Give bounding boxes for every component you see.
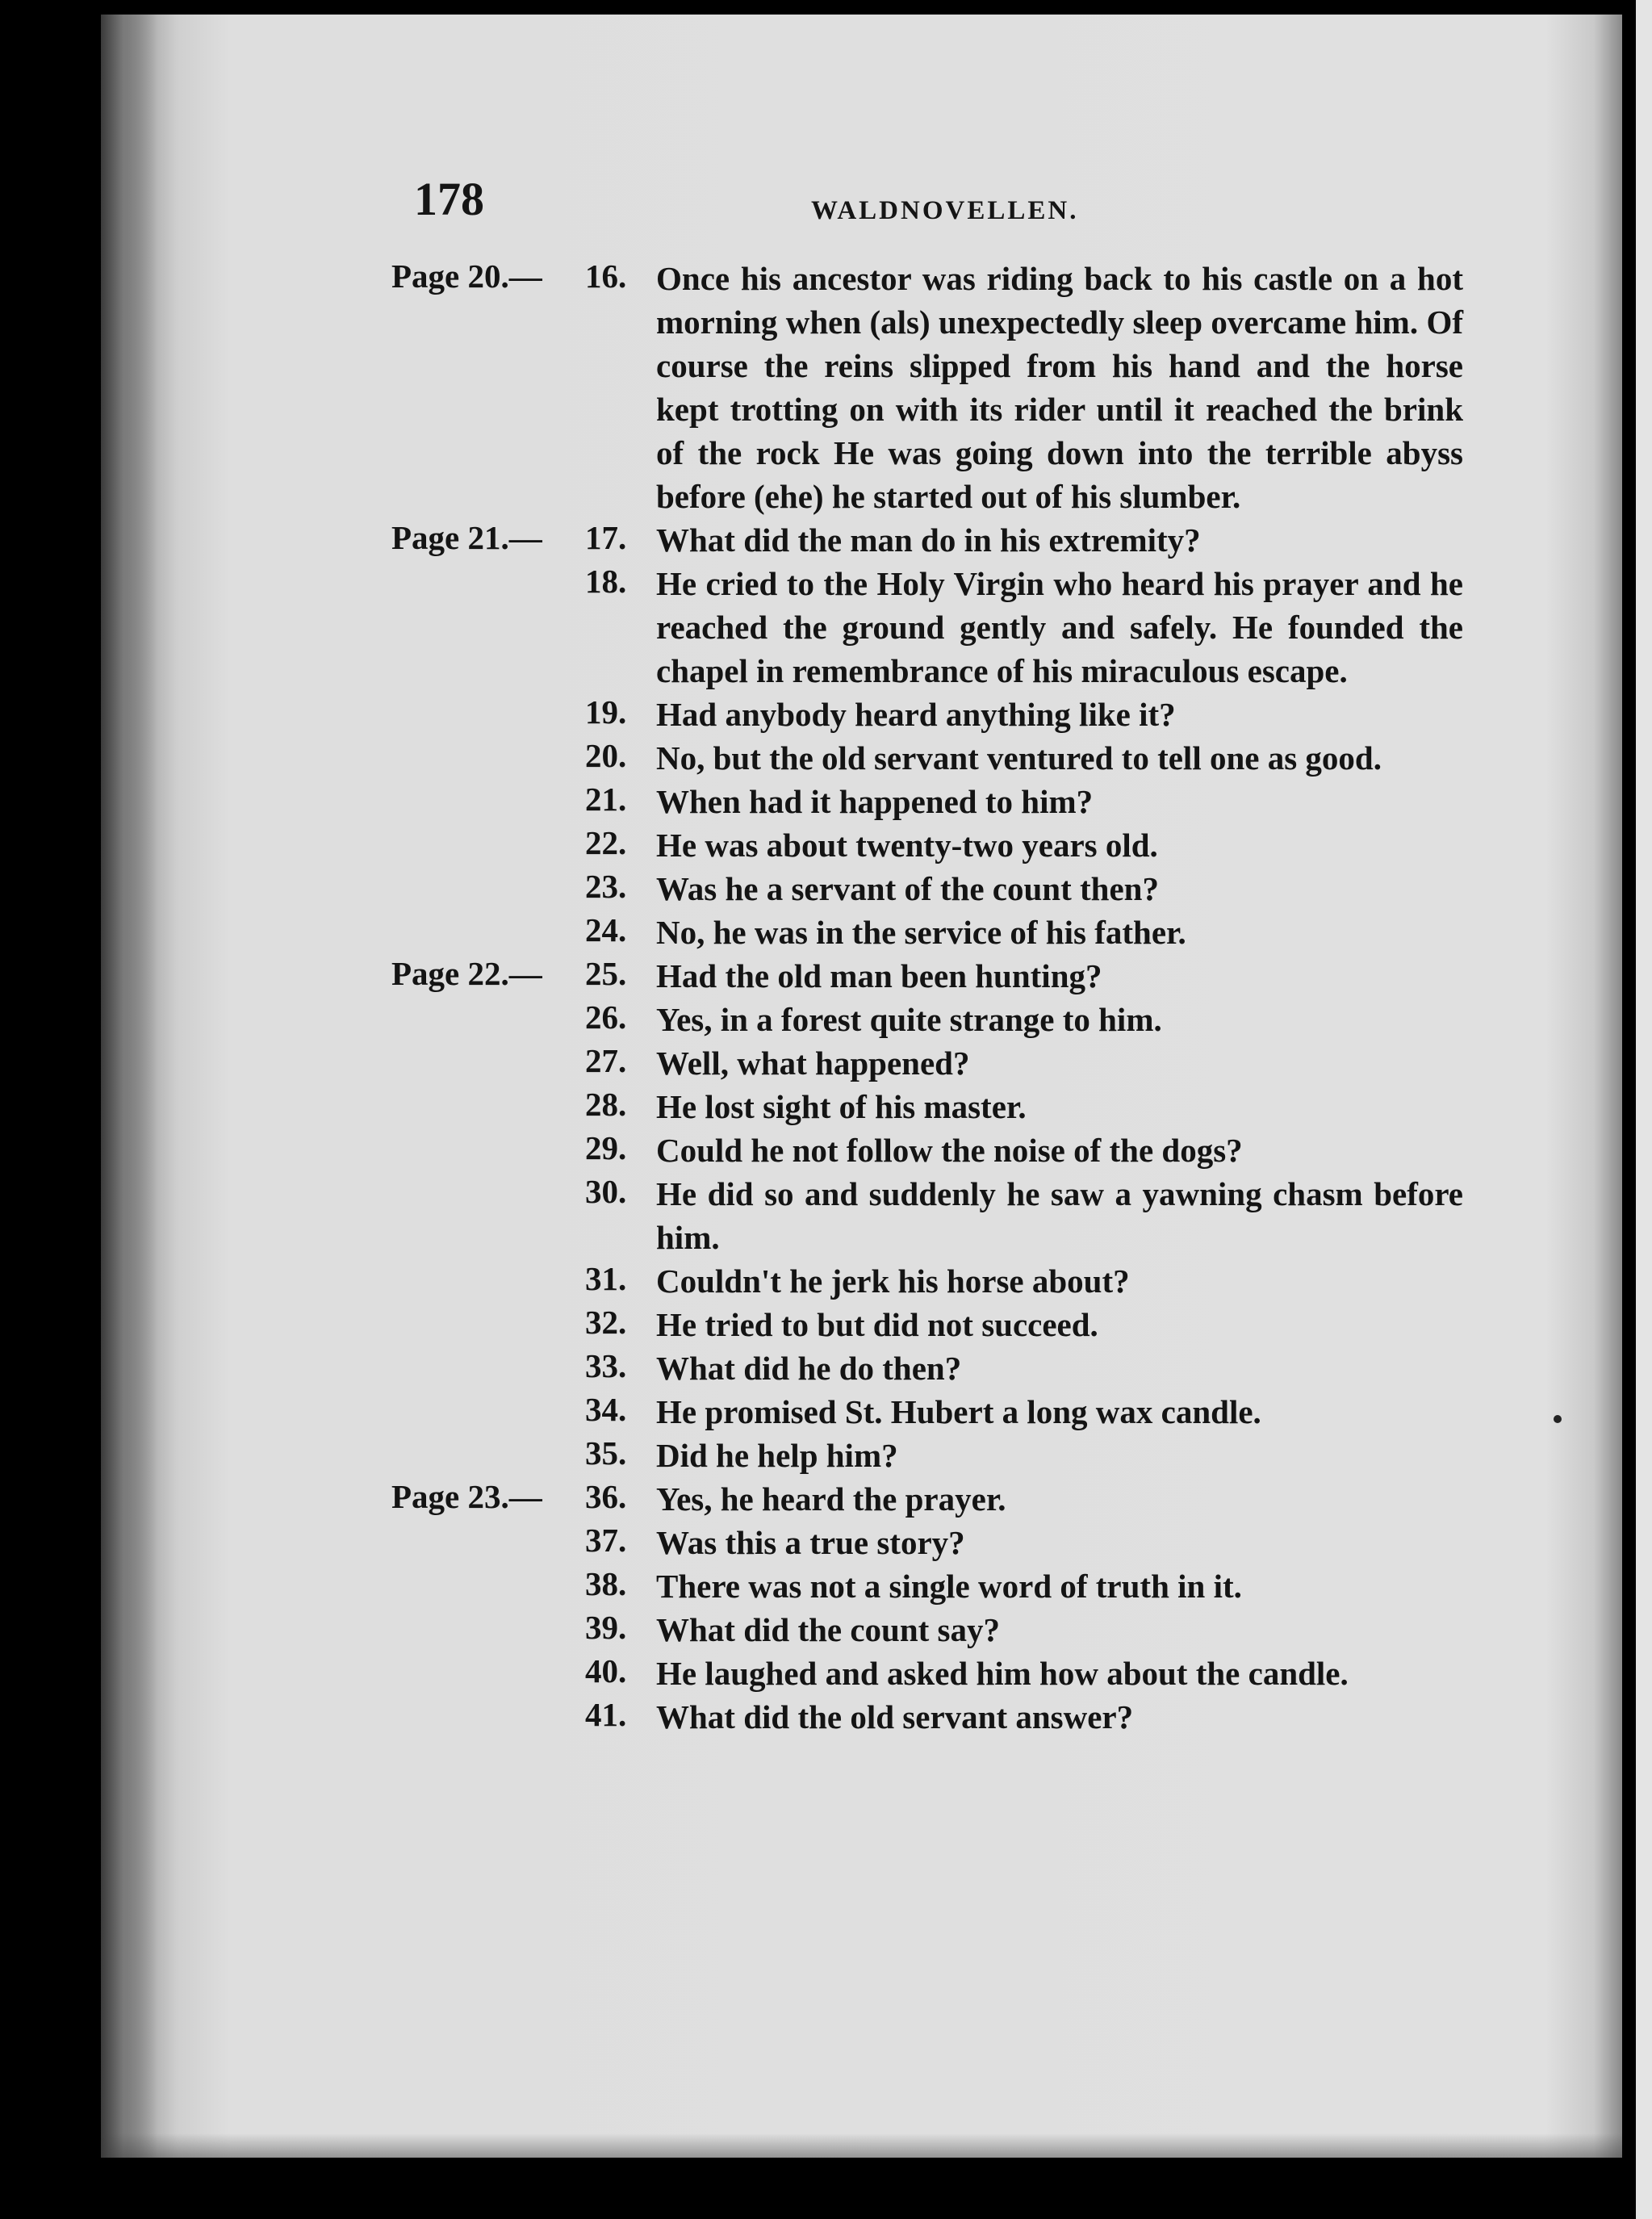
item-text: What did the old servant answer? — [656, 1698, 1134, 1735]
list-item — [101, 518, 1622, 562]
list-item — [101, 823, 1622, 867]
list-item — [101, 954, 1622, 998]
list-item — [101, 736, 1622, 780]
item-text: He was about twenty-two years old. — [656, 827, 1158, 864]
item-number: 38. — [585, 1565, 627, 1602]
item-text: Was this a true story? — [656, 1524, 965, 1561]
adjacent-page-edge — [1636, 0, 1652, 2219]
margin-page-reference: Page 22.— — [391, 955, 542, 992]
item-text: He tried to but did not succeed. — [656, 1306, 1098, 1343]
item-number: 34. — [585, 1391, 627, 1428]
item-text: Yes, he heard the prayer. — [656, 1480, 1006, 1518]
ink-speck — [1554, 1415, 1562, 1423]
item-number: 29. — [585, 1129, 627, 1166]
item-number: 32. — [585, 1304, 627, 1341]
item-number: 30. — [585, 1173, 627, 1210]
margin-page-reference: Page 21.— — [391, 519, 542, 556]
question-list — [101, 257, 1622, 1739]
item-text: He laughed and asked him how about the candle. — [656, 1655, 1349, 1692]
item-number: 33. — [585, 1347, 627, 1384]
item-number: 31. — [585, 1260, 627, 1297]
list-item — [101, 1564, 1622, 1608]
item-text: Had the old man been hunting? — [656, 957, 1102, 994]
list-item — [101, 911, 1622, 954]
list-item — [101, 1390, 1622, 1434]
item-text: Was he a servant of the count then? — [656, 870, 1159, 907]
list-item — [101, 1128, 1622, 1172]
item-text: He promised St. Hubert a long wax candle. — [656, 1393, 1261, 1430]
item-text: What did the count say? — [656, 1611, 1001, 1648]
item-text: No, he was in the service of his father. — [656, 914, 1186, 951]
list-item — [101, 1521, 1622, 1564]
item-text: When had it happened to him? — [656, 783, 1094, 820]
item-text: No, but the old servant ventured to tell one as good. — [656, 739, 1382, 777]
item-number: 26. — [585, 999, 627, 1036]
item-text: Could he not follow the noise of the dogs? — [656, 1132, 1243, 1169]
item-number: 28. — [585, 1086, 627, 1123]
list-item — [101, 780, 1622, 823]
list-item — [101, 1303, 1622, 1346]
margin-page-reference: Page 23.— — [391, 1478, 542, 1515]
item-text: What did the man do in his extremity? — [656, 521, 1201, 559]
item-text: He cried to the Holy Virgin who heard his prayer and he reached the ground gently and safely. He founded the chapel in remembrance of his miraculous escape. — [656, 565, 1463, 689]
list-item — [101, 1434, 1622, 1477]
item-number: 20. — [585, 737, 627, 774]
item-number: 25. — [585, 955, 627, 992]
item-number: 17. — [585, 519, 627, 556]
list-item — [101, 693, 1622, 736]
item-number: 39. — [585, 1609, 627, 1646]
list-item — [101, 1259, 1622, 1303]
list-item — [101, 562, 1622, 693]
book-page — [101, 15, 1622, 2158]
item-number: 18. — [585, 563, 627, 600]
item-text: He did so and suddenly he saw a yawning chasm before him. — [656, 1175, 1463, 1256]
item-text: Yes, in a forest quite strange to him. — [656, 1001, 1162, 1038]
item-number: 36. — [585, 1478, 627, 1515]
item-text: Well, what happened? — [656, 1045, 970, 1082]
item-number: 35. — [585, 1434, 627, 1472]
item-number: 19. — [585, 693, 627, 731]
item-text: What did he do then? — [656, 1350, 962, 1387]
item-text: Couldn't he jerk his horse about? — [656, 1262, 1130, 1300]
item-number: 16. — [585, 257, 627, 295]
list-item — [101, 1041, 1622, 1085]
item-number: 22. — [585, 824, 627, 861]
item-number: 40. — [585, 1652, 627, 1689]
list-item — [101, 1695, 1622, 1739]
list-item — [101, 1172, 1622, 1259]
running-title: WALDNOVELLEN. — [811, 196, 1079, 225]
list-item — [101, 1477, 1622, 1521]
list-item — [101, 867, 1622, 911]
item-text: He lost sight of his master. — [656, 1088, 1027, 1125]
list-item — [101, 1652, 1622, 1695]
item-text: Did he help him? — [656, 1437, 898, 1474]
item-number: 21. — [585, 781, 627, 818]
list-item — [101, 1085, 1622, 1128]
item-number: 41. — [585, 1696, 627, 1733]
margin-page-reference: Page 20.— — [391, 257, 542, 295]
item-text: There was not a single word of truth in it. — [656, 1568, 1242, 1605]
item-number: 37. — [585, 1522, 627, 1559]
page-number: 178 — [414, 173, 484, 225]
item-number: 23. — [585, 868, 627, 905]
list-item — [101, 998, 1622, 1041]
item-text: Had anybody heard anything like it? — [656, 696, 1176, 733]
item-number: 24. — [585, 911, 627, 948]
list-item — [101, 1346, 1622, 1390]
list-item — [101, 1608, 1622, 1652]
item-number: 27. — [585, 1042, 627, 1079]
list-item — [101, 257, 1622, 518]
item-text: Once his ancestor was riding back to his castle on a hot morning when (als) unexpectedly sleep overcame him. Of course the reins slipped from his hand and the horse kept trotting on with its rider until it reached the brink of the rock He was going down into the terrible abyss before (ehe) he started out of his slumber. — [656, 260, 1463, 515]
page-header — [101, 172, 1622, 237]
